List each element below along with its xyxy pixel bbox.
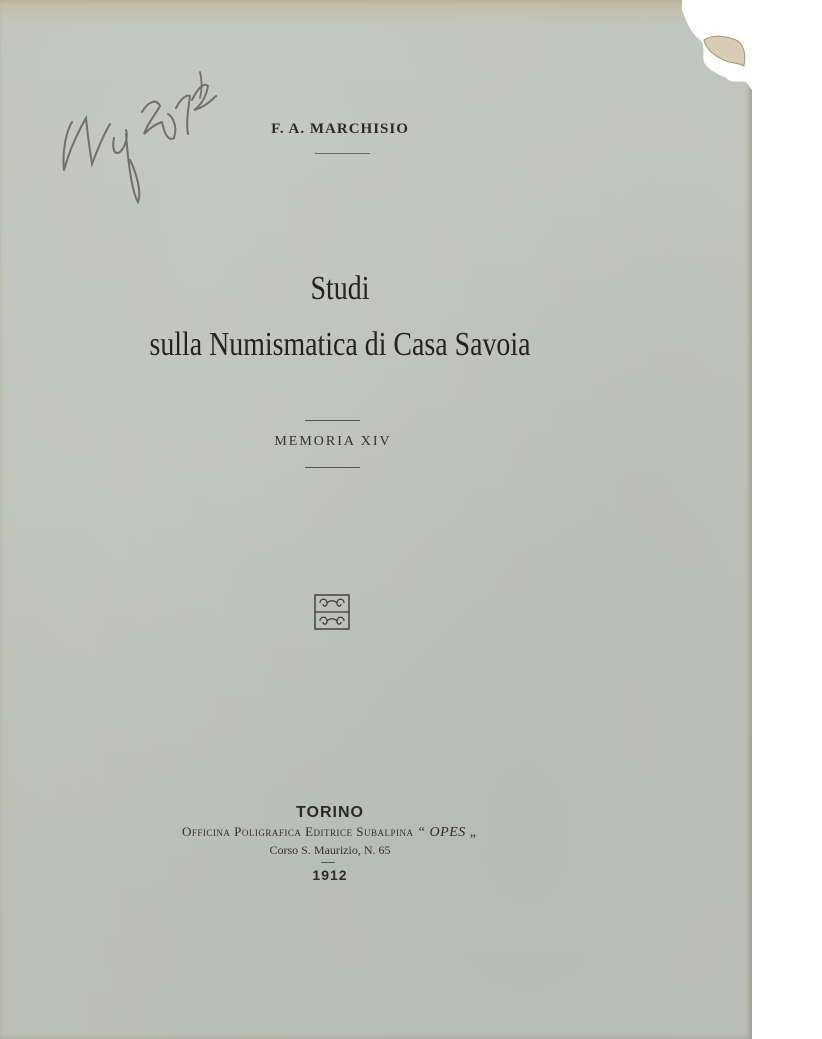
- author-divider: [315, 153, 370, 154]
- author-name: F. A. MARCHISIO: [271, 121, 409, 137]
- title-line-1: Studi: [310, 270, 370, 307]
- publisher-brand: “ OPES „: [417, 825, 479, 840]
- imprint-year: 1912: [312, 867, 348, 883]
- memoria-rule-bottom: [305, 467, 360, 468]
- paper-top-edge: [0, 0, 752, 28]
- memoria-label: MEMORIA XIV: [274, 434, 392, 449]
- publisher-name: Officina Poligrafica Editrice Subalpina: [181, 824, 414, 839]
- imprint-address: Corso S. Maurizio, N. 65: [269, 843, 391, 857]
- year-divider: [321, 862, 335, 863]
- imprint-publisher: [0, 824, 660, 841]
- title-line-2: sulla Numismatica di Casa Savoia: [149, 326, 531, 363]
- printers-ornament-icon: [314, 594, 350, 630]
- memoria-rule-top: [305, 420, 360, 421]
- imprint-place: TORINO: [296, 804, 364, 821]
- torn-corner: [682, 0, 752, 90]
